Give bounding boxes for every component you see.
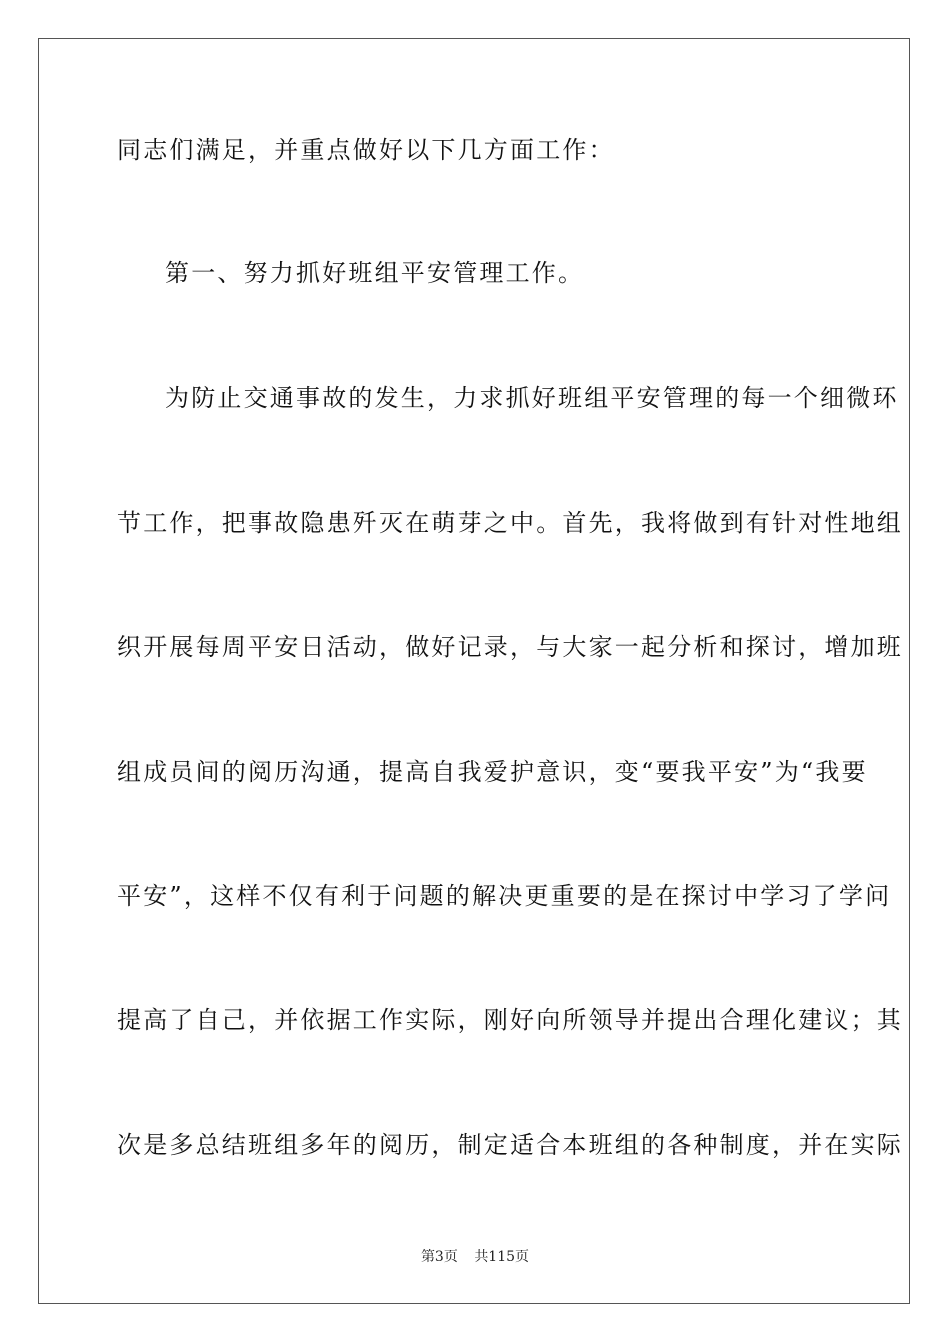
text-line-8: 提高了自己，并依据工作实际，刚好向所领导并提出合理化建议；其 — [117, 1006, 903, 1034]
section-heading: 第一、努力抓好班组平安管理工作。 — [165, 259, 585, 287]
page-number: 第3页 — [420, 1249, 458, 1265]
text-line-1: 同志们满足，并重点做好以下几方面工作： — [117, 136, 615, 164]
text-line-6: 组成员间的阅历沟通，提高自我爱护意识，变“要我平安”为“我要 — [117, 758, 868, 786]
page-total: 共115页 — [474, 1249, 530, 1265]
text-line-4: 节工作，把事故隐患歼灭在萌芽之中。首先，我将做到有针对性地组 — [117, 509, 903, 537]
page-footer — [0, 1248, 950, 1266]
text-line-7: 平安”，这样不仅有利于问题的解决更重要的是在探讨中学习了学问 — [117, 882, 892, 910]
text-line-3: 为防止交通事故的发生，力求抓好班组平安管理的每一个细微环 — [165, 384, 899, 412]
text-line-9: 次是多总结班组多年的阅历，制定适合本班组的各种制度，并在实际 — [117, 1131, 903, 1159]
text-line-5: 织开展每周平安日活动，做好记录，与大家一起分析和探讨，增加班 — [117, 633, 903, 661]
page-frame — [38, 38, 910, 1304]
